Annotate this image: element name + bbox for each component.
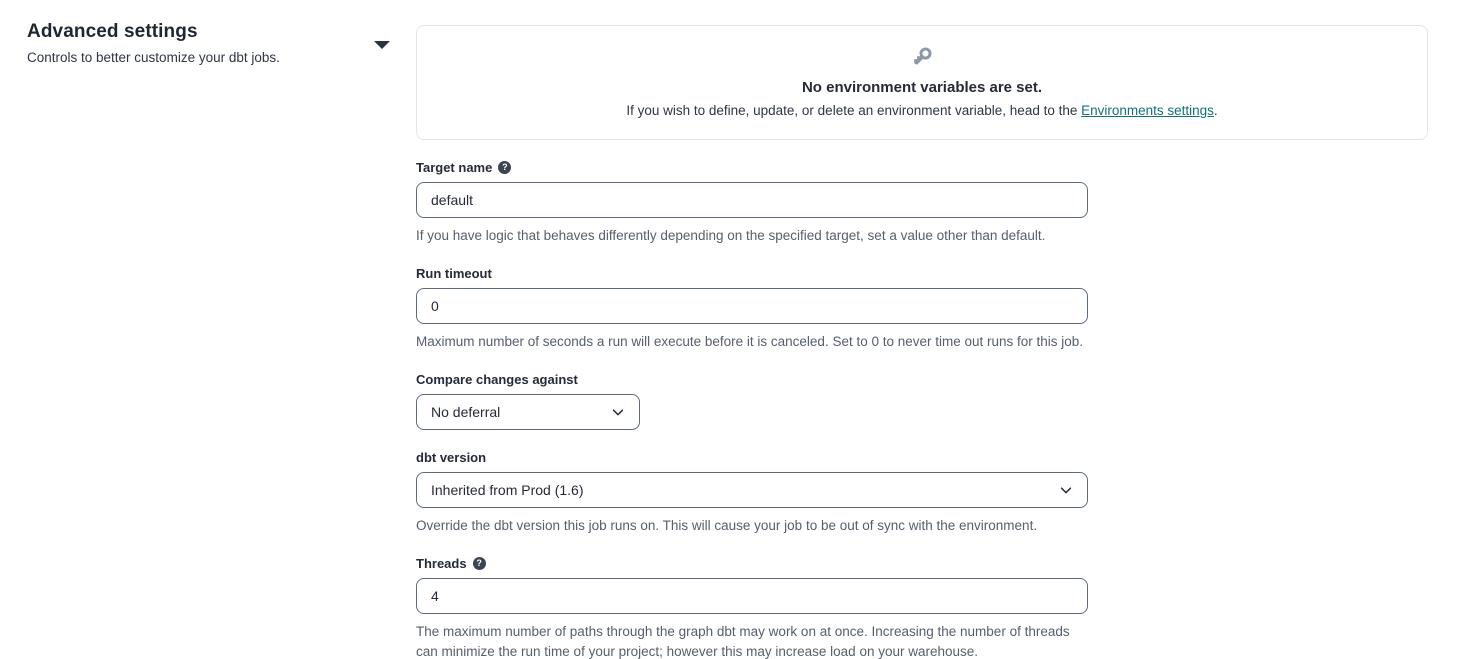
dbt-version-help-text: Override the dbt version this job runs on. This will cause your job to be out of sync with the environment. — [416, 518, 1038, 533]
env-banner-title: No environment variables are set. — [801, 79, 1043, 96]
compare-changes-selected-value: No deferral — [431, 404, 501, 420]
run-timeout-input[interactable] — [416, 288, 1088, 324]
run-timeout-label: Run timeout — [416, 266, 492, 281]
threads-input[interactable] — [416, 578, 1088, 614]
dbt-version-select[interactable] — [416, 472, 1088, 508]
target-name-input[interactable] — [416, 182, 1088, 218]
section-header — [0, 0, 416, 659]
chevron-down-icon — [1059, 483, 1073, 497]
page-subtitle: Controls to better customize your dbt jobs. — [27, 50, 280, 65]
field-target-name — [416, 160, 1428, 246]
compare-changes-label: Compare changes against — [416, 372, 578, 387]
dbt-version-label: dbt version — [416, 450, 487, 465]
settings-form — [416, 0, 1428, 659]
threads-help-icon[interactable]: ? — [473, 557, 486, 570]
target-name-label: Target name — [416, 160, 493, 175]
env-banner-message-prefix: If you wish to define, update, or delete an environment variable, head to the — [626, 103, 1082, 118]
field-threads — [416, 556, 1428, 659]
env-banner-message-suffix: . — [1213, 103, 1218, 118]
dbt-version-selected-value: Inherited from Prod (1.6) — [431, 482, 584, 498]
target-name-help-icon[interactable]: ? — [498, 161, 511, 174]
field-run-timeout — [416, 266, 1428, 352]
run-timeout-help-text: Maximum number of seconds a run will execute before it is canceled. Set to 0 to never time out runs for this job. — [416, 334, 1084, 349]
target-name-help-text: If you have logic that behaves differently depending on the specified target, set a value other than default. — [416, 228, 1046, 243]
env-variables-banner — [416, 25, 1428, 140]
env-banner-message — [437, 103, 1407, 118]
field-dbt-version — [416, 450, 1428, 536]
environments-settings-link[interactable]: Environments settings — [1081, 103, 1214, 118]
page-title: Advanced settings — [27, 21, 198, 42]
threads-help-text: The maximum number of paths through the graph dbt may work on at once. Increasing the number of threads can minimize the run time of your project; however this may increase load on your warehouse. — [416, 624, 1070, 659]
collapse-section-icon[interactable] — [374, 41, 390, 49]
chevron-down-icon — [611, 405, 625, 419]
threads-label: Threads — [416, 556, 467, 571]
key-icon — [910, 45, 934, 69]
field-compare-changes — [416, 372, 1428, 430]
compare-changes-select[interactable] — [416, 394, 640, 430]
